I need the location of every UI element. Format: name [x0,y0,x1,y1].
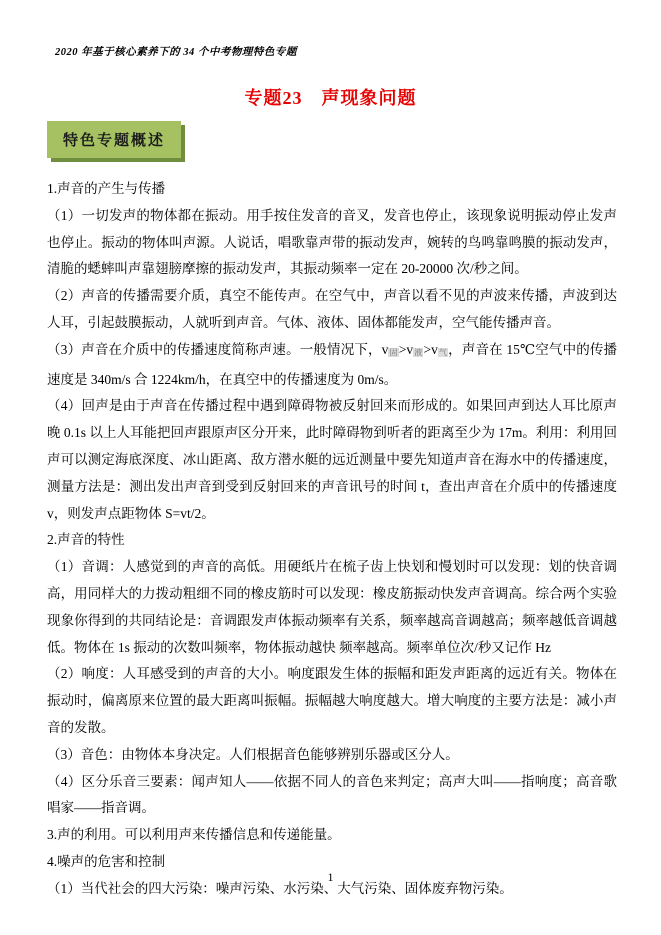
section-4-heading: 4.噪声的危害和控制 [47,853,166,869]
subscript-solid: 固 [389,347,398,357]
document-header-text: 2020 年基于核心素养下的 34 个中考物理特色专题 [55,47,297,58]
section-2-heading: 2.声音的特性 [47,532,125,548]
formula-text-4: ，声音在 15℃空气中的传播速度是 340m/s 合 1224km/h，在真空中的传播速度为 0m/s。 [47,341,618,387]
formula-text-1: （3）声音在介质中的传播速度简称声速。一般情况下，v [47,341,389,357]
paragraph-sound-production: （1）一切发声的物体都在振动。用手按住发音的音叉，发音也停止，该现象说明振动停止发声也停止。振动的物体叫声源。人说话，唱歌靠声带的振动发声，婉转的鸟鸣靠鸣膜的振动发声，清脆的蟋蟀叫声靠翅膀摩擦的振动发声，其振动频率一定在 20-20000 次/秒之间。 [47,207,617,277]
section-3-heading: 3.声的利用。可以利用声来传播信息和传递能量。 [47,827,341,843]
section-badge: 特色专题概述 [47,121,181,158]
paragraph-pitch: （1）音调：人感觉到的声音的高低。用硬纸片在梳子齿上快划和慢划时可以发现：划的快音调高，用同样大的力拨动粗细不同的橡皮筋时可以发现：橡皮筋振动快发声音调高。综合两个实验现象你得到的共同结论是：音调跟发声体振动频率有关系，频率越高音调越高；频率越低音调越低。物体在 1s 振动的次数叫频率，物体振动越快 频率越高。频率单位次/秒又记作 Hz [47,559,617,655]
paragraph-three-elements: （4）区分乐音三要素：闻声知人——依据不同人的音色来判定；高声大叫——指响度；高音歌唱家——指音调。 [47,773,617,816]
subscript-gas: 气 [438,347,448,357]
document-body [47,176,617,903]
formula-text-3: >v [423,341,438,357]
subscript-liquid: 液 [414,347,423,357]
paragraph-timbre: （3）音色：由物体本身决定。人们根据音色能够辨别乐器或区分人。 [47,746,459,762]
section-1-heading: 1.声音的产生与传播 [47,181,166,196]
paragraph-loudness: （2）响度：人耳感受到的声音的大小。响度跟发生体的振幅和距发声距离的远近有关。物体在振动时，偏离原来位置的最大距离叫振幅。振幅越大响度越大。增大响度的主要方法是：减小声音的发散。 [47,666,617,735]
paragraph-echo: （4）回声是由于声音在传播过程中遇到障碍物被反射回来而形成的。如果回声到达人耳比原声晚 0.1s 以上人耳能把回声跟原声区分开来，此时障碍物到听者的距离至少为 17m。利用：利用回声可以测定海底深度、冰山距离、敌方潜水艇的远近测量中要先知道声音在海水中的传播速度，测量方法是：测出发出声音到受到反射回来的声音讯号的时间 t，查出声音在介质中的传播速度 v，则发声点距物体 S=vt/2。 [47,398,617,521]
formula-text-2: >v [398,341,414,357]
page-title: 专题23 声现象问题 [244,88,417,108]
paragraph-pollution: （1）当代社会的四大污染：噪声污染、水污染、大气污染、固体废弃物污染。 [47,880,513,896]
paragraph-sound-speed [47,337,617,394]
paragraph-sound-medium: （2）声音的传播需要介质，真空不能传声。在空气中，声音以看不见的声波来传播，声波到达人耳，引起鼓膜振动，人就听到声音。气体、液体、固体都能发声，空气能传播声音。 [47,288,617,330]
page-number: 1 [327,870,334,884]
